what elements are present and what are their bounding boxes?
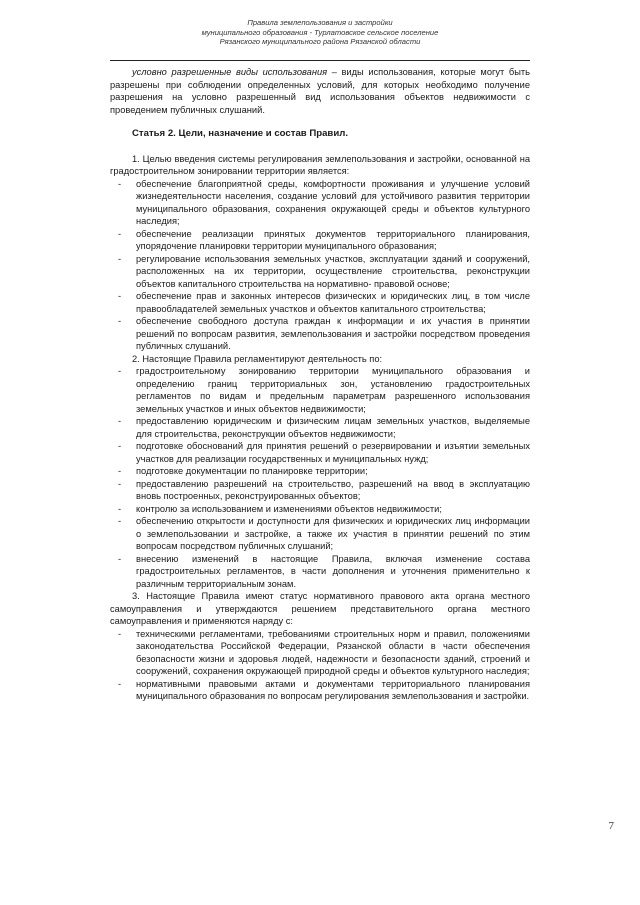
paragraph-1-list <box>110 178 530 353</box>
list-item: - обеспечение реализации принятых документов территориального планирования, упорядочение планировки территории муниципального образования; <box>136 228 530 253</box>
list-item: - нормативными правовыми актами и документами территориального планирования муниципального образования по вопросам регулирования землепользования и застройки. <box>136 678 530 703</box>
list-item: - техническими регламентами, требованиями строительных норм и правил, положениями законодательства Российской Федерации, Рязанской области в части обеспечения безопасности жизни и здоровья людей, надежности и безопасности зданий, строений и сооружений, сохранения окружающей природной среды и объектов культурного наследия; <box>136 628 530 678</box>
header-rule <box>110 60 530 61</box>
paragraph-3: 3. Настоящие Правила имеют статус нормативного правового акта органа местного самоуправления и утверждаются решением представительного органа местного самоуправления и применяются наряду с: <box>110 591 530 626</box>
list-item: - градостроительному зонированию территории муниципального образования и определению границ территориальных зон, установлению градостроительных регламентов по видам и предельным параметрам разрешенного использования земельных участков и иных объектов недвижимости; <box>136 365 530 415</box>
list-item: - обеспечение благоприятной среды, комфортности проживания и улучшение условий жизнедеятельности населения, создание условий для устойчивого развития территории муниципального образования, сохранения окружающей среды и объектов культурного наследия; <box>136 178 530 228</box>
list-item: - подготовке обоснований для принятия решений о резервировании и изъятии земельных участков для реализации государственных и муниципальных нужд; <box>136 440 530 465</box>
running-header <box>0 18 640 47</box>
list-item: - обеспечение прав и законных интересов физических и юридических лиц, в том числе правообладателей земельных участков и объектов капитального строительства; <box>136 290 530 315</box>
header-line-1: Правила землепользования и застройки <box>247 18 393 27</box>
list-item: - контролю за использованием и изменениями объектов недвижимости; <box>136 503 530 516</box>
header-line-2: муниципального образования - Турлатовское сельское поселение <box>201 27 439 37</box>
list-item: - внесению изменений в настоящие Правила, включая изменение состава градостроительных регламентов, в части дополнения и уточнения применительно к различным территориальным зонам. <box>136 553 530 591</box>
list-item: - обеспечению открытости и доступности для физических и юридических лиц информации о землепользовании и застройке, а также их участия в принятии решений по этим вопросам посредством публичных слушаний; <box>136 515 530 553</box>
intro-paragraph <box>110 66 530 116</box>
page-number: 7 <box>608 820 614 832</box>
intro-term: условно разрешенные виды использования <box>132 67 328 77</box>
paragraph-2-list <box>110 365 530 590</box>
paragraph-2: 2. Настоящие Правила регламентируют деятельность по: <box>132 353 383 364</box>
list-item: - регулирование использования земельных участков, эксплуатации зданий и сооружений, расположенных на их территории, осуществление строительства, реконструкции объектов капитального строительства на нормативно- правовой основе; <box>136 253 530 291</box>
page-body <box>110 66 530 703</box>
list-item: - предоставлению разрешений на строительство, разрешений на ввод в эксплуатацию вновь построенных, реконструированных объектов; <box>136 478 530 503</box>
article-title: Статья 2. Цели, назначение и состав Правил. <box>132 128 348 139</box>
list-item: - подготовке документации по планировке территории; <box>136 465 530 478</box>
paragraph-3-list <box>110 628 530 703</box>
list-item: - предоставлению юридическим и физическим лицам земельных участков, выделяемые для строительства, реконструкции объектов недвижимости; <box>136 415 530 440</box>
intro-text: – виды использования, которые могут быть разрешены при соблюдении определенных условий, для которых необходимо получение разрешения на условно разрешенный вид использования объектов недвижимости с проведением публичных слушаний. <box>110 67 531 115</box>
list-item: - обеспечение свободного доступа граждан к информации и их участия в принятии решений по вопросам развития, землепользования и застройки посредством проведения публичных слушаний. <box>136 315 530 353</box>
header-line-3: Рязанского муниципального района Рязанской области <box>219 37 421 47</box>
paragraph-1: 1. Целью введения системы регулирования землепользования и застройки, основанной на градостроительном зонировании территории является: <box>110 153 530 176</box>
